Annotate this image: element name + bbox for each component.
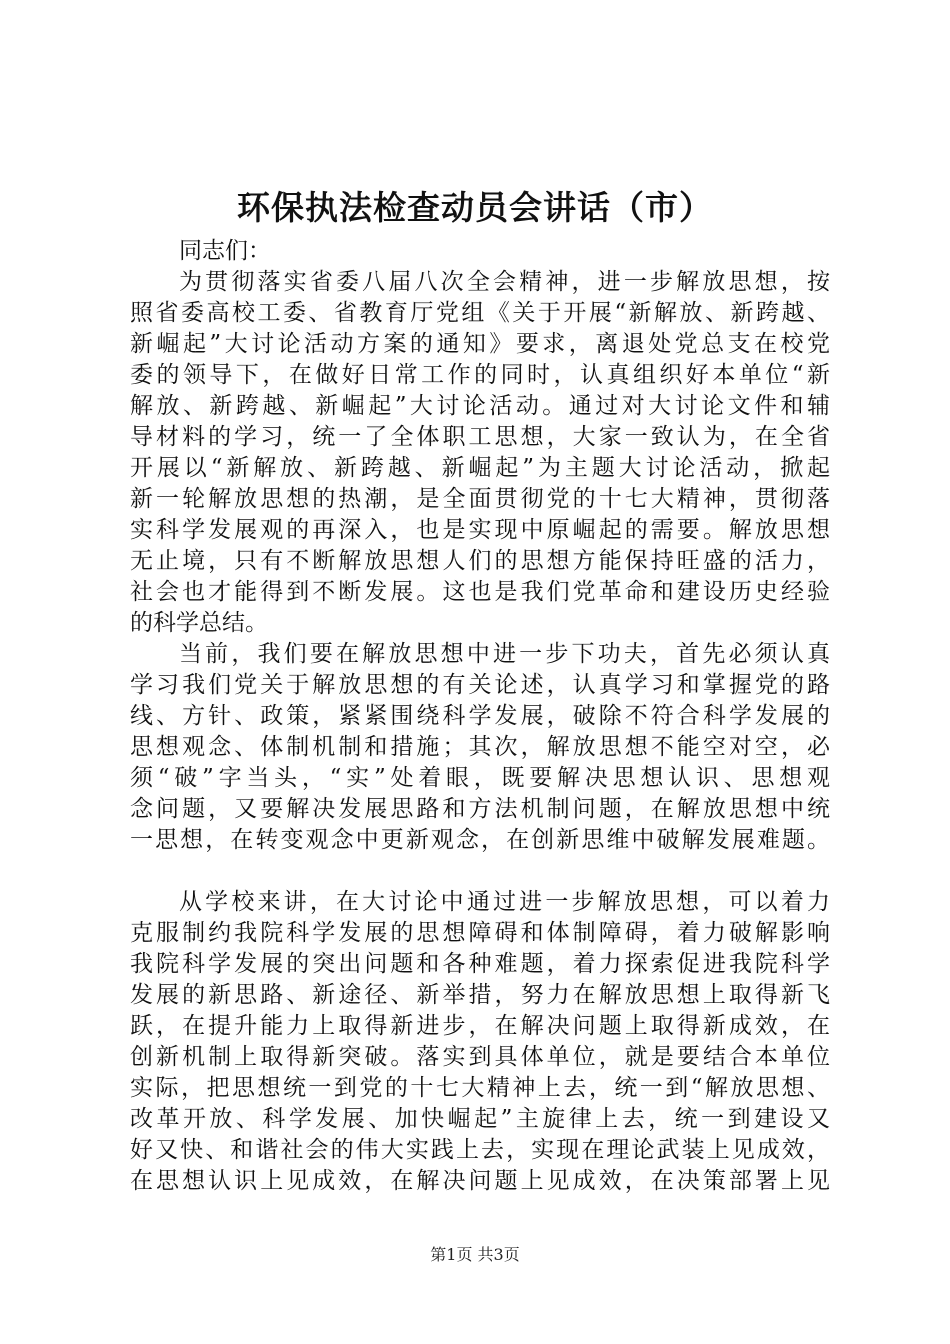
text-line: 学习我们党关于解放思想的有关论述，认真学习和掌握党的路 bbox=[130, 672, 830, 698]
paragraph-1 bbox=[130, 267, 830, 639]
text-line: 发展的新思路、新途径、新举措，努力在解放思想上取得新飞 bbox=[130, 982, 830, 1008]
text-line: 导材料的学习，统一了全体职工思想，大家一致认为，在全省 bbox=[130, 424, 830, 450]
text-line: 从学校来讲，在大讨论中通过进一步解放思想，可以着力 bbox=[179, 889, 830, 915]
text-line: 线、方针、政策，紧紧围绕科学发展，破除不符合科学发展的 bbox=[130, 703, 830, 729]
text-line: 的科学总结。 bbox=[130, 610, 268, 636]
text-line: 新一轮解放思想的热潮，是全面贯彻党的十七大精神，贯彻落 bbox=[130, 486, 830, 512]
text-line: 社会也才能得到不断发展。这也是我们党革命和建设历史经验 bbox=[130, 579, 830, 605]
text-line: 克服制约我院科学发展的思想障碍和体制障碍，着力破解影响 bbox=[130, 920, 830, 946]
document-title: 环保执法检查动员会讲话（市） bbox=[237, 188, 713, 227]
text-line: 照省委高校工委、省教育厅党组《关于开展“新解放、新跨越、 bbox=[130, 300, 830, 326]
text-line: 无止境，只有不断解放思想人们的思想方能保持旺盛的活力， bbox=[130, 548, 830, 574]
text-line: 解放、新跨越、新崛起”大讨论活动。通过对大讨论文件和辅 bbox=[130, 393, 830, 419]
text-line: 委的领导下，在做好日常工作的同时，认真组织好本单位“新 bbox=[130, 362, 830, 388]
text-line: 思想观念、体制机制和措施；其次，解放思想不能空对空，必 bbox=[130, 734, 830, 760]
text-line: 改革开放、科学发展、加快崛起”主旋律上去，统一到建设又 bbox=[130, 1106, 830, 1132]
text-line: 实际，把思想统一到党的十七大精神上去，统一到“解放思想、 bbox=[130, 1075, 830, 1101]
text-line: 好又快、和谐社会的伟大实践上去，实现在理论武装上见成效， bbox=[130, 1137, 830, 1163]
text-line: 新崛起”大讨论活动方案的通知》要求，离退处党总支在校党 bbox=[130, 331, 830, 357]
text-line: 实科学发展观的再深入，也是实现中原崛起的需要。解放思想 bbox=[130, 517, 830, 543]
paragraph-3 bbox=[130, 887, 830, 1197]
paragraph-gap bbox=[130, 856, 830, 887]
text-line: 当前，我们要在解放思想中进一步下功夫，首先必须认真 bbox=[179, 641, 830, 667]
text-line: 我院科学发展的突出问题和各种难题，着力探索促进我院科学 bbox=[130, 951, 830, 977]
text-line: 念问题，又要解决发展思路和方法机制问题，在解放思想中统 bbox=[130, 796, 830, 822]
text-line: 在思想认识上见成效，在解决问题上见成效，在决策部署上见 bbox=[130, 1168, 830, 1194]
text-line: 开展以“新解放、新跨越、新崛起”为主题大讨论活动，掀起 bbox=[130, 455, 830, 481]
text-line: 跃，在提升能力上取得新进步，在解决问题上取得新成效，在 bbox=[130, 1013, 830, 1039]
document-body bbox=[130, 236, 830, 1197]
text-line: 一思想，在转变观念中更新观念，在创新思维中破解发展难题。 bbox=[130, 827, 830, 853]
paragraph-2 bbox=[130, 639, 830, 856]
salutation: 同志们： bbox=[179, 238, 271, 264]
text-line: 为贯彻落实省委八届八次全会精神，进一步解放思想，按 bbox=[179, 269, 830, 295]
text-line: 须“破”字当头，“实”处着眼，既要解决思想认识、思想观 bbox=[130, 765, 830, 791]
page-number-footer: 第1页 共3页 bbox=[430, 1245, 520, 1264]
text-line: 创新机制上取得新突破。落实到具体单位，就是要结合本单位 bbox=[130, 1044, 830, 1070]
